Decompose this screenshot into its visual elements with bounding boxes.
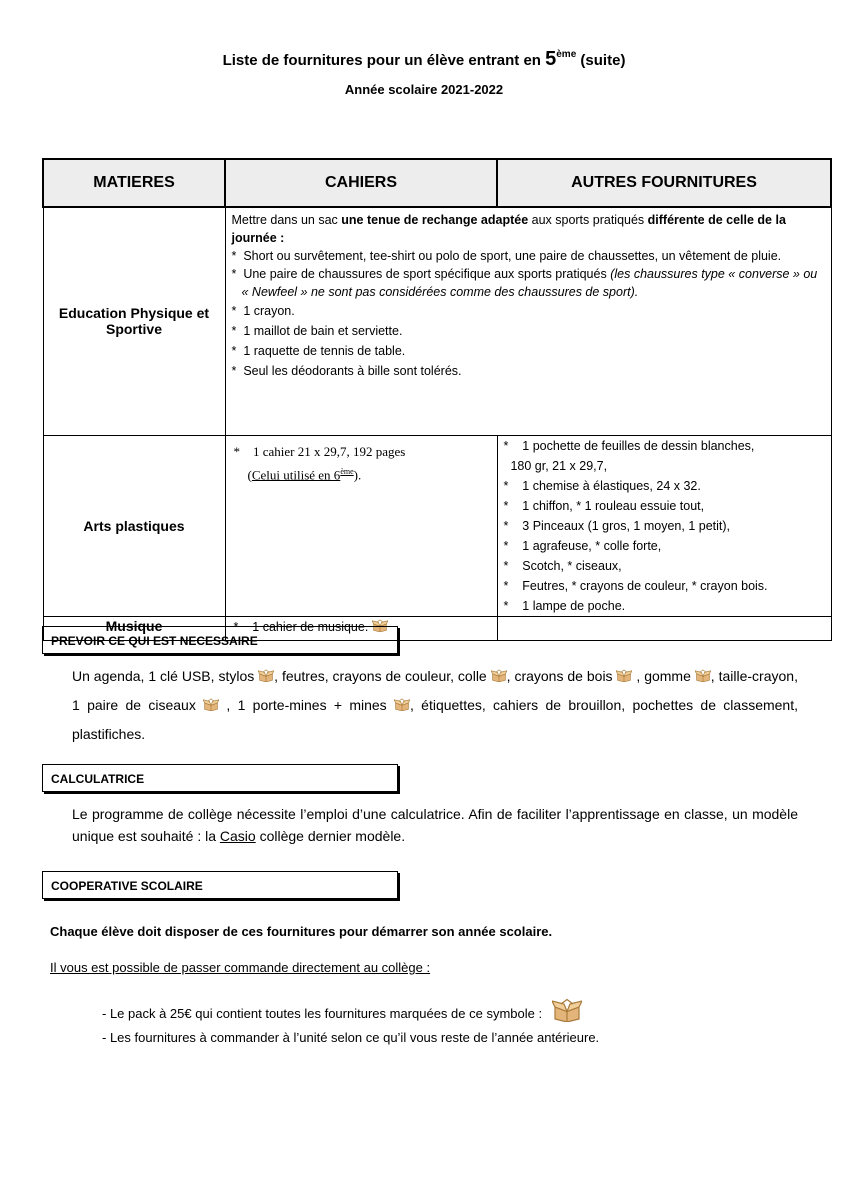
list-item: * 1 agrafeuse, * colle forte, (503, 538, 662, 553)
subject-musique: Musique (43, 616, 225, 640)
list-item: * Scotch, * ciseaux, (503, 558, 622, 573)
list-item: * 3 Pinceaux (1 gros, 1 moyen, 1 petit), (503, 518, 731, 533)
header-autres-fournitures: AUTRES FOURNITURES (497, 159, 831, 207)
pack-box-icon (695, 669, 711, 682)
subject-eps: Education Physique et Sportive (43, 207, 225, 435)
eps-item-clothes: * Short ou survêtement, tee-shirt ou polo de sport, une paire de chaussettes, un vêtement de pluie. (231, 249, 782, 263)
calculatrice-text: Le programme de collège nécessite l’emploi d’une calculatrice. Afin de faciliter l’apprentissage en classe, un modèle unique est souhaité : la Casio collège dernier modèle. (72, 806, 798, 844)
cooperative-option-pack: - Le pack à 25€ qui contient toutes les fournitures marquées de ce symbole : (102, 998, 582, 1022)
section-title-calculatrice: CALCULATRICE (42, 764, 398, 792)
list-item: 180 gr, 21 x 29,7, (510, 458, 608, 473)
pack-box-icon (616, 669, 632, 682)
eps-supplies (225, 207, 831, 435)
pack-box-icon (203, 698, 219, 711)
table-row-arts (43, 435, 831, 616)
eps-item: * 1 raquette de tennis de table. (231, 344, 406, 358)
section-title-prevoir: PREVOIR CE QUI EST NECESSAIRE (42, 626, 398, 654)
brand-casio: Casio (219, 828, 256, 844)
page-title (0, 48, 848, 71)
arts-fournitures-list (504, 436, 825, 616)
header-matieres: MATIERES (43, 159, 225, 207)
header-cahiers: CAHIERS (225, 159, 497, 207)
arts-cahier-line: * 1 cahier 21 x 29,7, 192 pages (233, 443, 406, 459)
cooperative-option-unit: - Les fournitures à commander à l’unité selon ce qu’il vous reste de l’année antérieure. (102, 1030, 600, 1045)
eps-item-shoes: * Une paire de chaussures de sport spécifique aux sports pratiqués (les chaussures type « converse » ou « Newfeel » ne sont pas considérées comme des chaussures de sport). (231, 267, 818, 299)
list-item: * Feutres, * crayons de couleur, * crayon bois. (503, 578, 768, 593)
cooperative-underline-line: Il vous est possible de passer commande directement au collège : (50, 960, 431, 975)
arts-fournitures (497, 435, 831, 616)
table-header-row (43, 159, 831, 207)
title-grade: 5 (545, 48, 557, 70)
pack-box-icon (394, 698, 410, 711)
list-item: * 1 chiffon, * 1 rouleau essuie tout, (503, 498, 705, 513)
eps-intro: Mettre dans un sac une tenue de rechange adaptée aux sports pratiqués différente de celle de la journée : (231, 213, 786, 245)
list-item: * 1 chemise à élastiques, 24 x 32. (503, 478, 701, 493)
eps-item: * Seul les déodorants à bille sont tolérés. (231, 364, 462, 378)
musique-cahiers: * 1 cahier de musique. (225, 616, 497, 640)
pack-box-icon (552, 998, 582, 1022)
eps-item: * 1 maillot de bain et serviette. (231, 324, 403, 338)
eps-item: * 1 crayon. (231, 304, 295, 318)
table-row-eps (43, 207, 831, 435)
cooperative-bold-line: Chaque élève doit disposer de ces fournitures pour démarrer son année scolaire. (50, 924, 553, 939)
arts-cahier-note: (Celui utilisé en 6ème). (247, 466, 362, 482)
supplies-table (42, 158, 832, 641)
arts-cahiers (225, 435, 497, 616)
pack-box-icon (258, 669, 274, 682)
school-year: Année scolaire 2021-2022 (344, 82, 504, 97)
title-text: Liste de fournitures pour un élève entrant en (222, 52, 546, 69)
subject-arts: Arts plastiques (43, 435, 225, 616)
pack-box-icon (491, 669, 507, 682)
title-grade-sup: ème (556, 49, 577, 60)
list-item: * 1 pochette de feuilles de dessin blanches, (503, 438, 755, 453)
list-item: * 1 lampe de poche. (503, 598, 626, 613)
prevoir-text: Un agenda, 1 clé USB, stylos , feutres, crayons de couleur, colle , crayons de bois , gomme , taille-crayon, 1 paire de ciseaux , 1 porte-mines + mines , étiquettes, cahiers de brouillon, pochettes de classement, plastifiches. (72, 668, 798, 742)
musique-fournitures (497, 616, 831, 640)
title-suffix: (suite) (576, 52, 626, 69)
section-title-cooperative: COOPERATIVE SCOLAIRE (42, 871, 398, 899)
